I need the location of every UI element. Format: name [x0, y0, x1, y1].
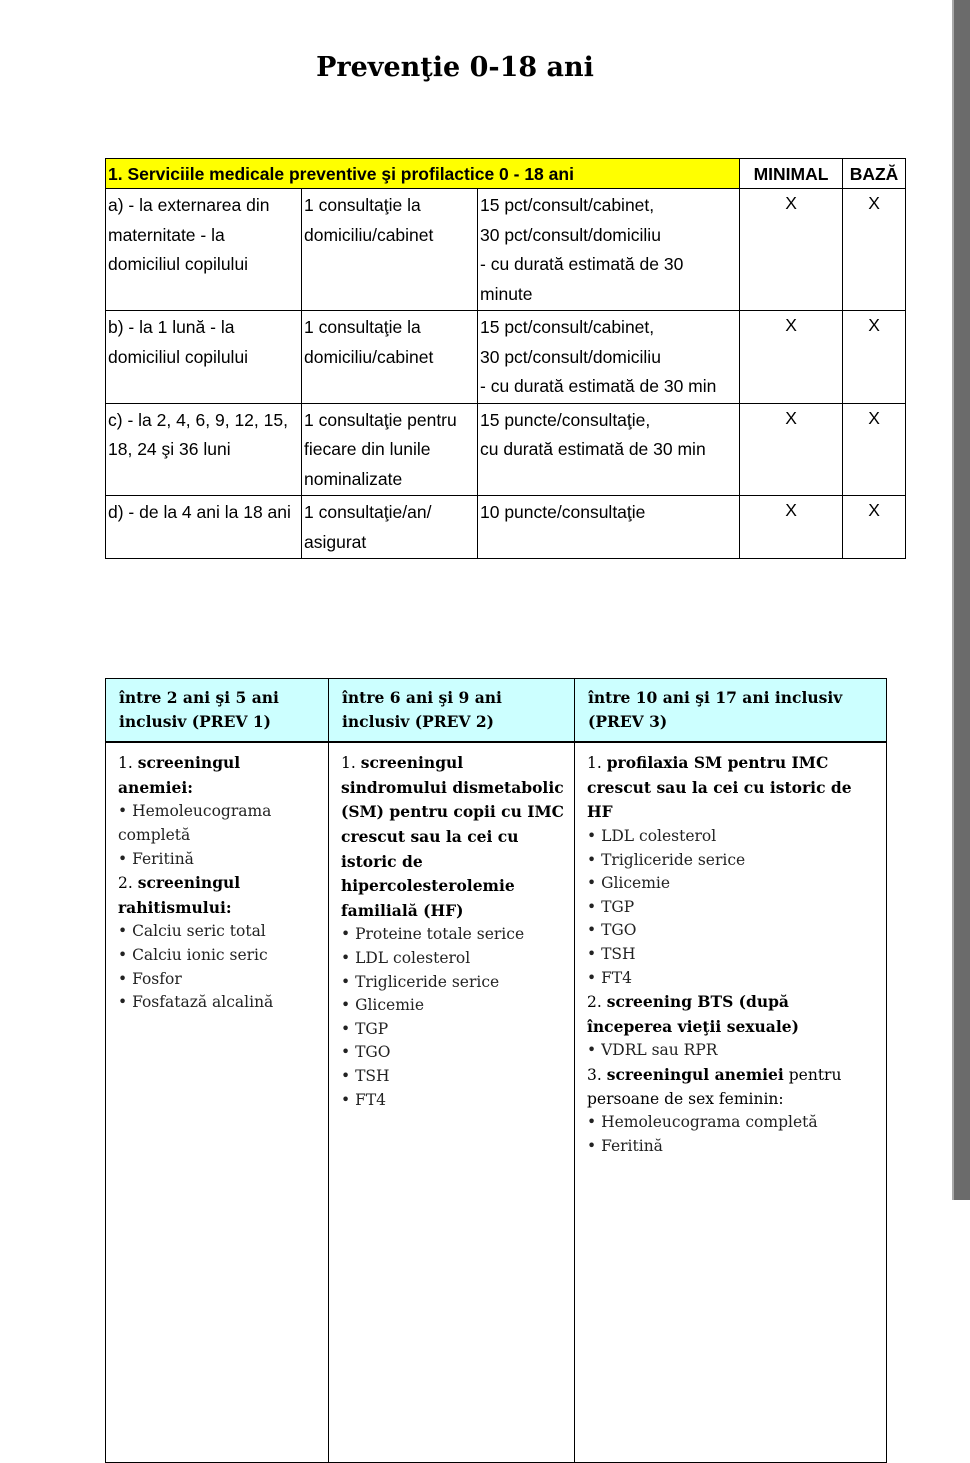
list-item: • TSH — [587, 944, 636, 963]
prev2-cell — [329, 742, 575, 1463]
list-item: • Proteine totale serice — [341, 925, 525, 944]
list-item: • Calciu ionic seric — [118, 945, 268, 964]
prev3-cell — [575, 742, 887, 1463]
page-edge-bar — [952, 0, 970, 1200]
row-period: d) - de la 4 ani la 18 ani — [106, 496, 302, 559]
row-consult: 1 consultaţie pentru fiecare din lunile nominalizate — [302, 403, 478, 496]
section-heading: 1. screeningul sindromului dismetabolic (SM) pentru copii cu IMC crescut sau la cei cu istoric de hipercolesterolemie familială (HF) — [341, 753, 565, 920]
row-minimal: X — [740, 403, 843, 496]
services-table — [105, 158, 906, 559]
row-minimal: X — [740, 189, 843, 311]
list-item: • LDL colesterol — [587, 826, 717, 845]
services-table-header — [106, 159, 906, 189]
list-item: • Fosfatază alcalină — [118, 993, 274, 1012]
row-consult: 1 consultaţie la domiciliu/cabinet — [302, 189, 478, 311]
row-consult: 1 consultaţie/an/ asigurat — [302, 496, 478, 559]
list-item: • LDL colesterol — [341, 948, 471, 967]
list-item: • Glicemie — [587, 874, 671, 893]
list-item: • TGO — [587, 921, 637, 940]
list-item: • Feritină — [118, 849, 194, 868]
prev-table — [105, 678, 887, 1463]
row-points: 15 pct/consult/cabinet, 30 pct/consult/domiciliu - cu durată estimată de 30 min — [478, 311, 740, 404]
row-consult: 1 consultaţie la domiciliu/cabinet — [302, 311, 478, 404]
table-row — [106, 189, 906, 311]
header-prev1: între 2 ani şi 5 ani inclusiv (PREV 1) — [106, 679, 329, 743]
row-baza: X — [843, 496, 906, 559]
list-item: • Hemoleucograma completă — [587, 1113, 818, 1132]
section-heading: 1. screeningul anemiei: — [118, 753, 241, 797]
list-item: • Hemoleucograma completă — [118, 802, 272, 844]
list-item: • TSH — [341, 1066, 390, 1085]
table-row — [106, 311, 906, 404]
row-baza: X — [843, 311, 906, 404]
list-item: • Fosfor — [118, 969, 182, 988]
section-heading: 2. screening BTS (după începerea vieţii sexuale) — [587, 992, 799, 1036]
header-service: 1. Serviciile medicale preventive şi profilactice 0 - 18 ani — [106, 159, 740, 189]
header-baza: BAZĂ — [843, 159, 906, 189]
row-points: 10 puncte/consultaţie — [478, 496, 740, 559]
header-prev2: între 6 ani şi 9 ani inclusiv (PREV 2) — [329, 679, 575, 743]
table-row — [106, 496, 906, 559]
row-period: b) - la 1 lună - la domiciliul copilului — [106, 311, 302, 404]
row-minimal: X — [740, 311, 843, 404]
list-item: • TGP — [587, 897, 635, 916]
row-period: a) - la externarea din maternitate - la domiciliul copilului — [106, 189, 302, 311]
list-item: • VDRL sau RPR — [587, 1041, 718, 1060]
table-row — [106, 403, 906, 496]
section-heading: 3. screeningul anemiei pentru persoane de sex feminin: — [587, 1064, 842, 1108]
page-title: Prevenţie 0-18 ani — [316, 52, 594, 83]
list-item: • Trigliceride serice — [341, 972, 500, 991]
list-item: • Feritină — [587, 1136, 663, 1155]
prev-table-header — [106, 679, 887, 743]
row-minimal: X — [740, 496, 843, 559]
row-points: 15 pct/consult/cabinet, 30 pct/consult/domiciliu - cu durată estimată de 30 minute — [478, 189, 740, 311]
row-points: 15 puncte/consultaţie, cu durată estimată de 30 min — [478, 403, 740, 496]
list-item: • TGO — [341, 1043, 391, 1062]
header-prev3: între 10 ani şi 17 ani inclusiv (PREV 3) — [575, 679, 887, 743]
section-heading: 1. profilaxia SM pentru IMC crescut sau la cei cu istoric de HF — [587, 753, 852, 822]
row-baza: X — [843, 403, 906, 496]
list-item: • Trigliceride serice — [587, 850, 746, 869]
row-period: c) - la 2, 4, 6, 9, 12, 15, 18, 24 şi 36 luni — [106, 403, 302, 496]
prev1-cell — [106, 742, 329, 1463]
list-item: • Calciu seric total — [118, 922, 266, 941]
list-item: • FT4 — [341, 1090, 387, 1109]
row-baza: X — [843, 189, 906, 311]
section-heading: 2. screeningul rahitismului: — [118, 873, 241, 917]
list-item: • TGP — [341, 1019, 389, 1038]
header-minimal: MINIMAL — [740, 159, 843, 189]
list-item: • FT4 — [587, 968, 633, 987]
prev-table-body — [106, 742, 887, 1463]
list-item: • Glicemie — [341, 996, 425, 1015]
